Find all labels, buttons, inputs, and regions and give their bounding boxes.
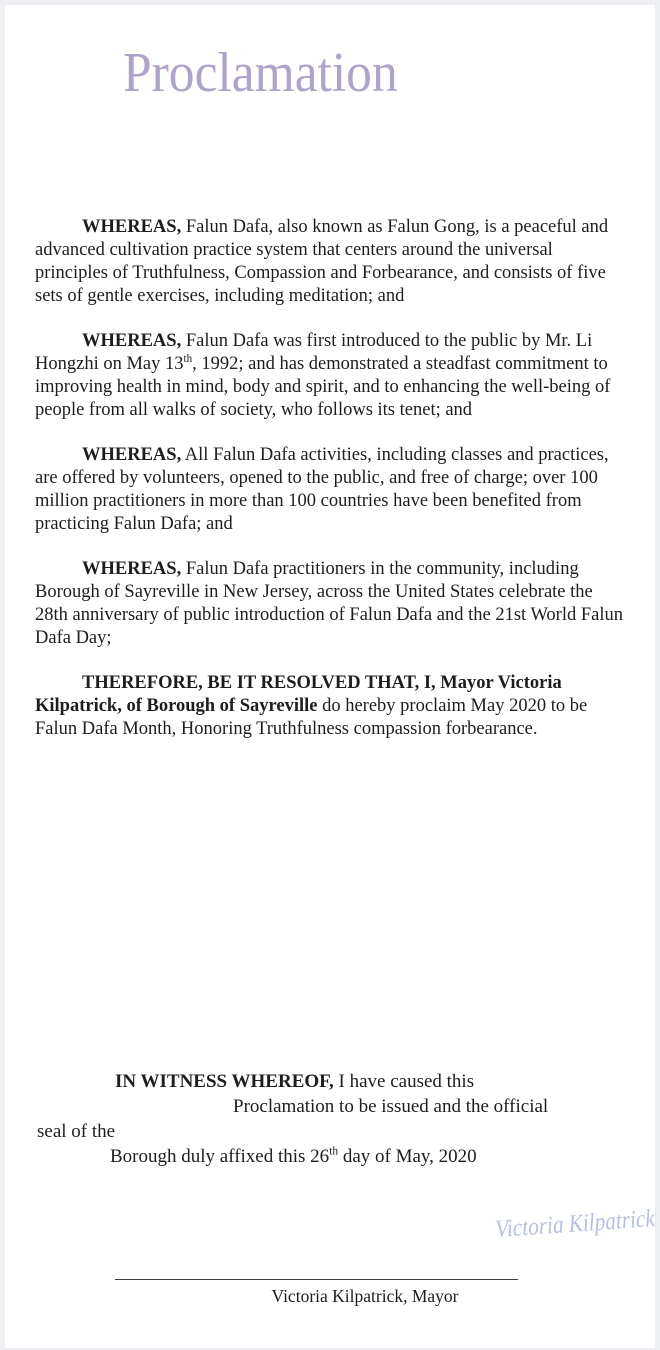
ordinal-superscript: th [183, 352, 193, 365]
resolution-paragraph [35, 672, 629, 741]
paragraph-text: Falun Dafa practitioners in the community, including Borough of Sayreville in New Jersey, across the United States celebrate the 28th anniversary of public introduction of Falun Dafa and the 21st World Falun Dafa Day; [35, 559, 623, 648]
paragraph-text: All Falun Dafa activities, including classes and practices, are offered by volunteers, opened to the public, and free of charge; over 100 million practitioners in more than 100 countries have been benefited from practicing Falun Dafa; and [35, 445, 609, 534]
ordinal-superscript: th [329, 1145, 339, 1158]
document-body [35, 216, 629, 763]
witness-line-3: seal of the [37, 1121, 116, 1142]
page-title: Proclamation [123, 42, 398, 104]
whereas-lead: WHEREAS, [82, 445, 182, 465]
witness-text: I have caused this [333, 1071, 475, 1092]
whereas-paragraph-1 [35, 216, 629, 308]
paragraph-text: Falun Dafa, also known as Falun Gong, is a peaceful and advanced cultivation practice system that centers around the universal principles of Truthfulness, Compassion and Forbearance, and consists of five sets of gentle exercises, including meditation; and [35, 217, 609, 306]
whereas-paragraph-3 [35, 444, 629, 536]
whereas-lead: WHEREAS, [82, 331, 182, 351]
mayor-handwritten-signature: Victoria Kilpatrick [494, 1205, 656, 1244]
paragraph-text: Falun Dafa was first introduced to the public by Mr. Li Hongzhi on May 13 [35, 331, 593, 374]
whereas-paragraph-2 [35, 330, 629, 422]
paragraph-text: do hereby proclaim May 2020 to be Falun Dafa Month, Honoring Truthfulness compassion forbearance. [35, 696, 588, 739]
witness-text: Borough duly affixed this 26 [110, 1146, 330, 1167]
witness-text: day of May, 2020 [338, 1146, 477, 1167]
witness-line-2: Proclamation to be issued and the official [233, 1096, 549, 1117]
whereas-lead: WHEREAS, [82, 217, 182, 237]
whereas-lead: WHEREAS, [82, 559, 182, 579]
witness-line-1 [115, 1069, 635, 1094]
proclamation-document [5, 5, 655, 1348]
whereas-paragraph-4 [35, 558, 629, 650]
signature-line [115, 1279, 518, 1280]
witness-line-4 [110, 1144, 635, 1169]
signatory-printed-name: Victoria Kilpatrick, Mayor [271, 1286, 459, 1306]
paragraph-text: , 1992; and has demonstrated a steadfast commitment to improving health in mind, body and spirit, and to enhancing the well-being of people from all walks of society, who follows its tenet; and [35, 354, 611, 420]
resolution-lead: THEREFORE, BE IT RESOLVED THAT, I, Mayor Victoria Kilpatrick, of Borough of Sayreville [35, 673, 562, 716]
witness-lead: IN WITNESS WHEREOF, [115, 1071, 334, 1092]
witness-clause [35, 1069, 635, 1169]
